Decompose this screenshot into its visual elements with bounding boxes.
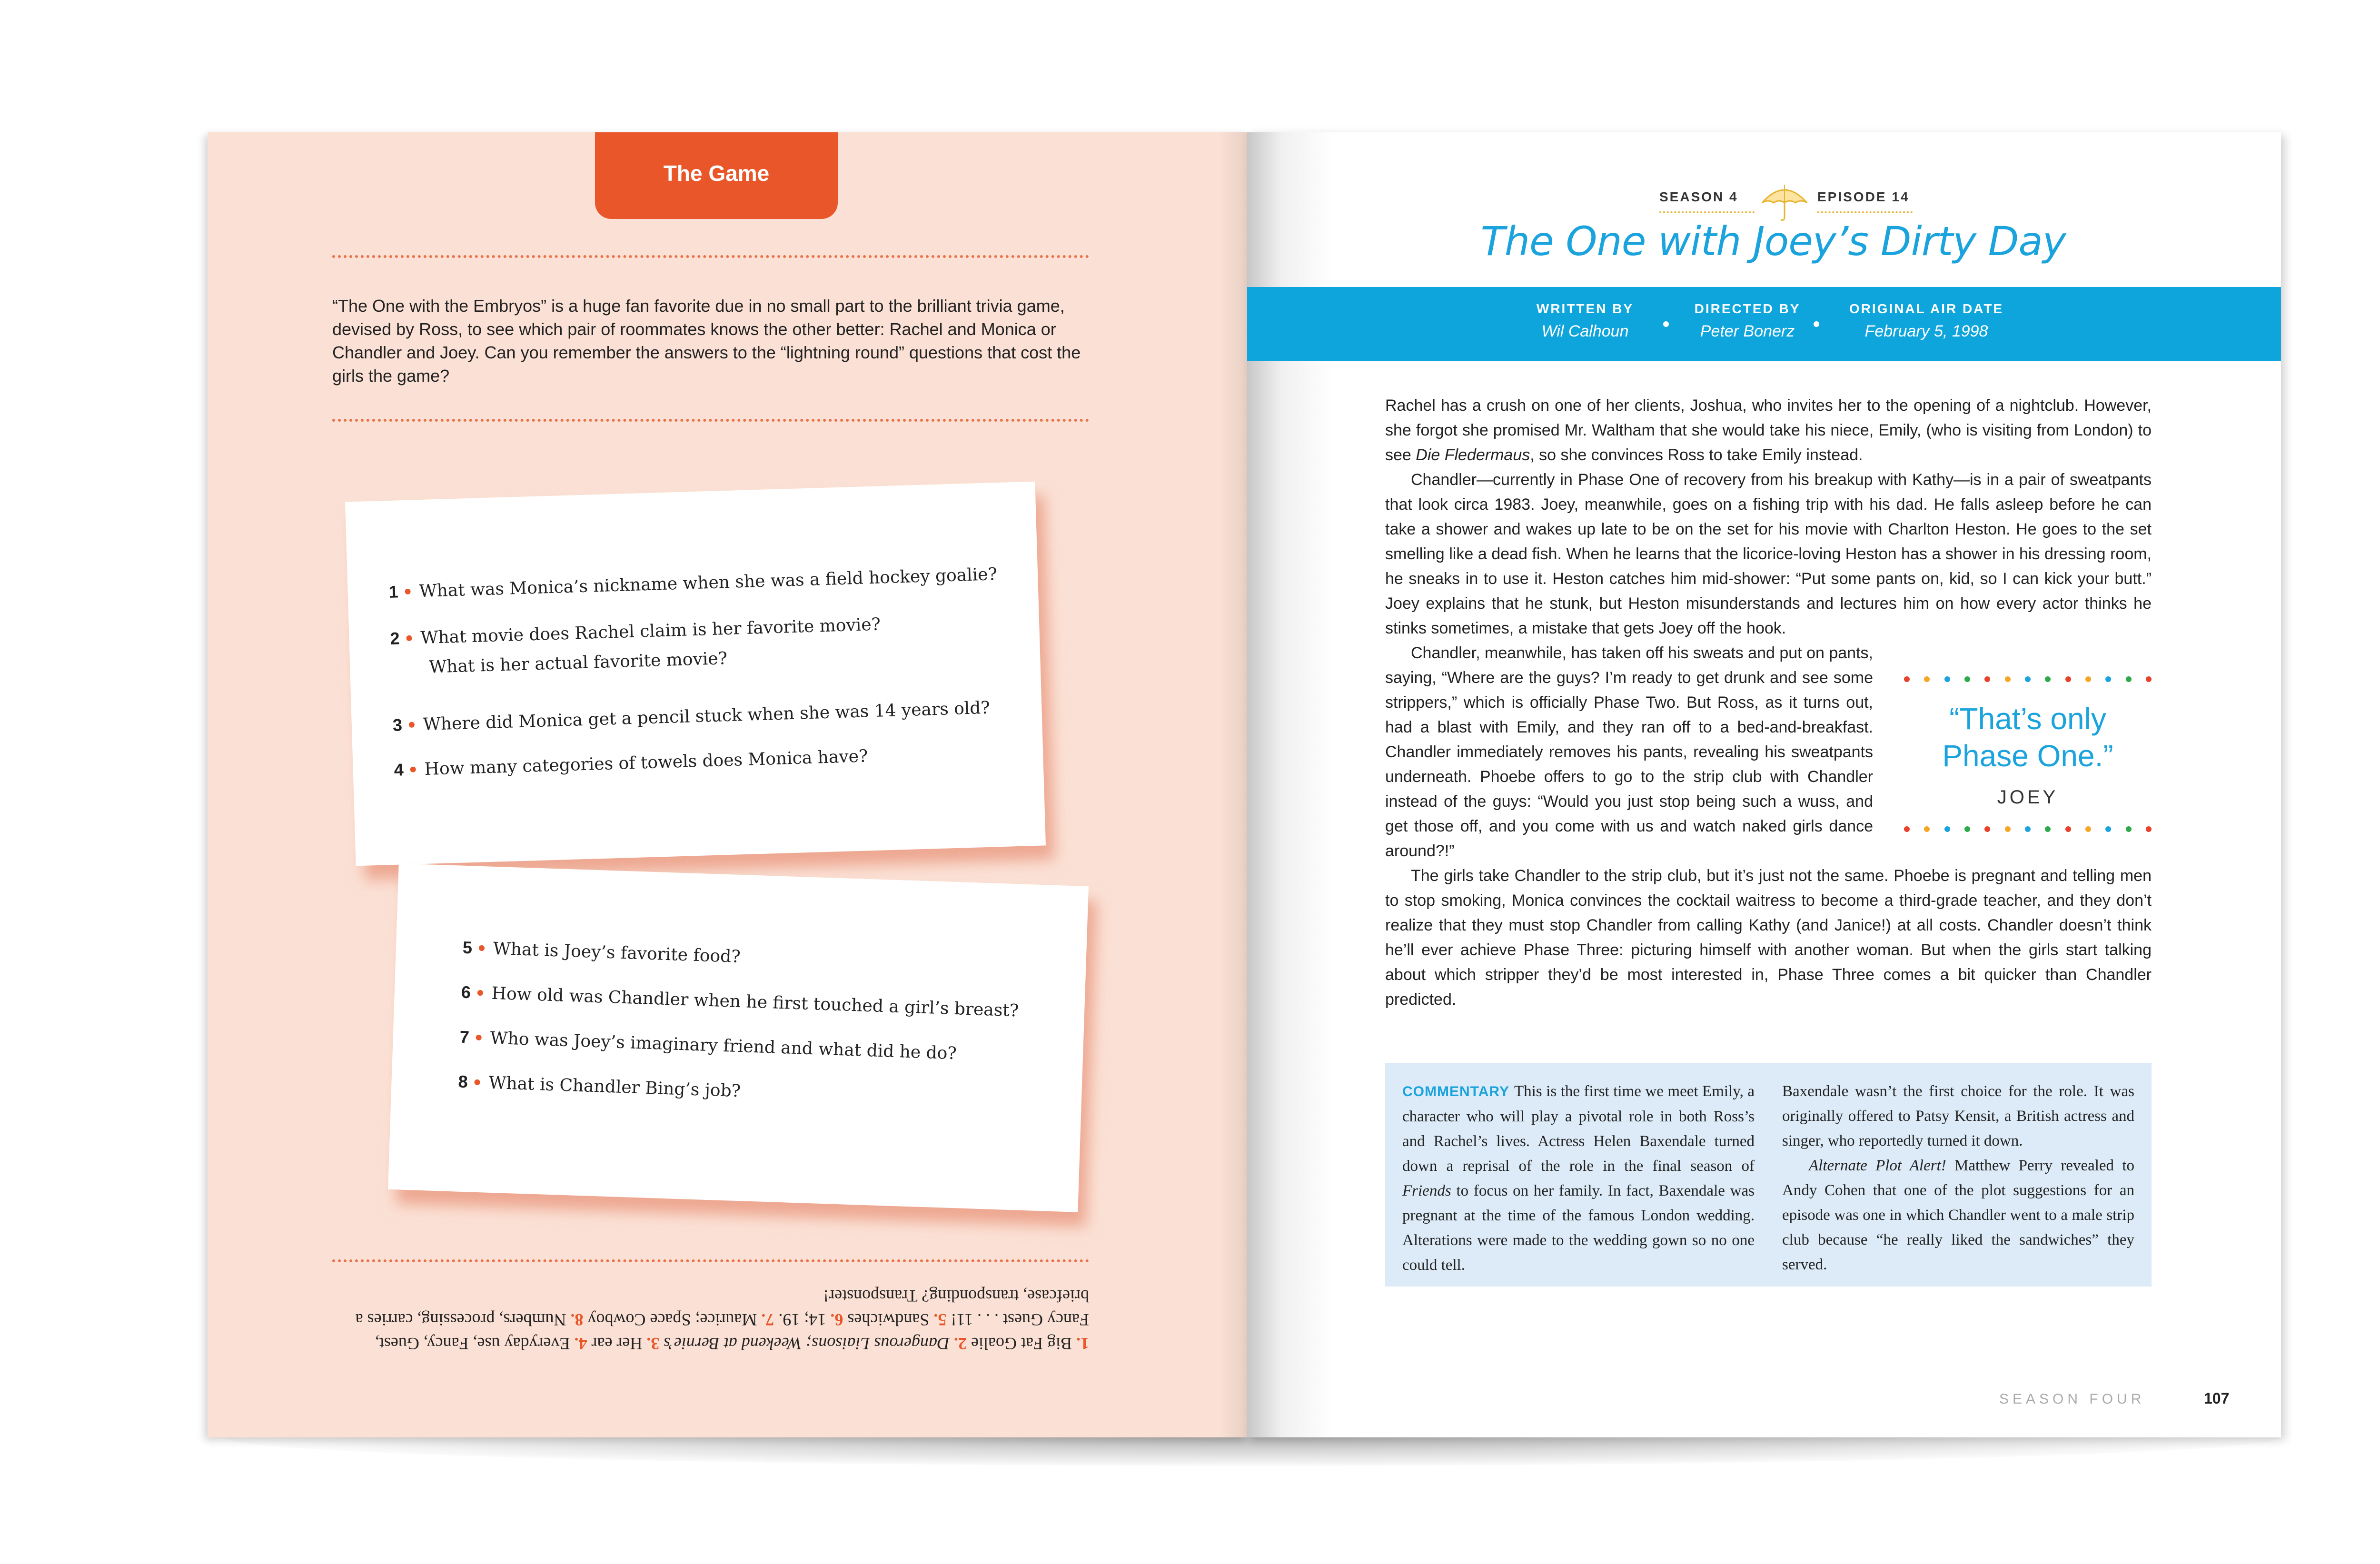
pull-quote-dots-top xyxy=(1904,676,2152,683)
synopsis-paragraph-3: Chandler, meanwhile, has taken off his sweats and put on pants, saying, “Where are the guys? I’m ready to get drunk and see some strippers,” which is officially Phase Two. But Ross, as it turns out, had a blast with Emily, and they ran off to a bed-and-breakfast. Chandler immediately removes his pants, revealing his sweatpants underneath. Phoebe offers to go to the strip club with Chandler instead of the guys: “Would you just stop being such a wuss, and get those off, and you come with us and watch naked girls dance around?!” xyxy=(1385,644,1873,860)
season-underline xyxy=(1659,211,1755,213)
question-6: 6 How old was Chandler when he first touched a girl’s breast? xyxy=(461,982,1019,1021)
episode-label: EPISODE 14 xyxy=(1817,189,1910,204)
question-card-1 xyxy=(345,482,1046,866)
divider-after-intro xyxy=(332,419,1089,422)
commentary-label: COMMENTARY xyxy=(1402,1084,1509,1099)
credit-separator xyxy=(1663,321,1669,327)
commentary-column-1: COMMENTARY This is the first time we meet Emily, a character who will play a pivotal role in both Ross’s and Rachel’s lives. Actress Helen Baxendale turned down a reprisal of the role in the final season of Friends to focus on her family. In fact, Baxendale was pregnant at the time of the famous London wedding. Alterations were made to the wedding gown so no one could tell. xyxy=(1402,1083,1755,1274)
footer-section-label: SEASON FOUR xyxy=(1999,1391,2145,1407)
credit-written-by: WRITTEN BY Wil Calhoun xyxy=(1536,301,1634,340)
question-7: 7 Who was Joey’s imaginary friend and what did he do? xyxy=(459,1027,957,1064)
question-2: 2 What movie does Rachel claim is her favorite movie? What is her actual favorite movie? xyxy=(389,614,881,677)
credit-air-date: ORIGINAL AIR DATE February 5, 1998 xyxy=(1849,301,2004,340)
episode-underline xyxy=(1817,211,1913,213)
left-page xyxy=(208,132,1247,1437)
synopsis-paragraph-1: Rachel has a crush on one of her clients, Joshua, who invites her to the opening of a nightclub. However, she forgot she promised Mr. Waltham that she would take his niece, Emily, (who is visiting from London) to see Die Fledermaus, so she convinces Ross to take Emily instead. xyxy=(1385,396,2152,464)
season-episode-line xyxy=(1631,180,1916,223)
commentary-column-2: Baxendale wasn’t the first choice for the role. It was originally offered to Patsy Kensit, a British actress and singer, who reportedly turned it down. Alternate Plot Alert! Matthew Perry revealed to Andy Cohen that one of the plot suggestions for an episode was one in which Chandler went to a male strip club because “he really liked the sandwiches” they served. xyxy=(1782,1083,2134,1273)
question-card-2 xyxy=(388,863,1089,1212)
pull-quote-speaker: JOEY xyxy=(1997,787,2059,808)
synopsis-paragraph-2: Chandler—currently in Phase One of recovery from his breakup with Kathy—is in a pair of sweatpants that look circa 1983. Joey, meanwhile, goes on a fishing trip with his dad. He falls asleep before he can take a shower and wakes up late to be on the set for his movie with Charlton Heston. He goes to the set smelling like a dead fish. When he learns that the licorice-loving Heston has a shower in his dressing room, he sneaks in to use it. Heston catches him mid-shower: “Put some pants on, kid, so I can kick your butt.” Joey explains that he stunk, but Heston misunderstands and lectures him on how every actor thinks he stinks sometimes, a mistake that gets Joey off the hook. xyxy=(1385,471,2152,637)
page-number: 107 xyxy=(2204,1390,2230,1407)
question-1: 1 What was Monica’s nickname when she was a field hockey goalie? xyxy=(388,564,998,602)
episode-title: The One with Joey’s Dirty Day xyxy=(1480,218,2066,265)
season-label: SEASON 4 xyxy=(1659,189,1738,204)
left-gutter-shade xyxy=(1219,132,1247,1437)
intro-paragraph: “The One with the Embryos” is a huge fan favorite due in no small part to the brilliant trivia game, devised by Ross, to see which pair of roommates knows the other better: Rachel and Monica or Chandler and Joey. Can you remember the answers to the “lightning round” questions that cost the girls the game? xyxy=(332,296,1081,386)
commentary-box xyxy=(1385,1063,2152,1287)
question-8: 8 What is Chandler Bing’s job? xyxy=(457,1071,741,1101)
credit-separator xyxy=(1814,321,1819,327)
question-5: 5 What is Joey’s favorite food? xyxy=(462,937,741,967)
pull-quote-dots-bottom xyxy=(1904,826,2152,833)
credits-bar xyxy=(1247,287,2281,361)
divider-before-answers xyxy=(332,1259,1089,1262)
pull-quote xyxy=(1904,676,2152,833)
divider-top xyxy=(332,255,1089,258)
question-3: 3 Where did Monica get a pencil stuck when she was 14 years old? xyxy=(392,698,991,735)
credit-directed-by: DIRECTED BY Peter Bonerz xyxy=(1694,301,1801,340)
umbrella-icon xyxy=(1758,180,1811,223)
pull-quote-text: “That’s only Phase One.” xyxy=(1942,702,2113,773)
question-4: 4 How many categories of towels does Monica have? xyxy=(394,746,868,780)
synopsis-paragraph-4: The girls take Chandler to the strip club, but it’s just not the same. Phoebe is pregnant and telling men to stop smoking, Monica convinces the cocktail waitress to become a third-grade teacher, and they don’t realize that they must stop Chandler from calling Kathy (and Janice!) at all costs. Chandler doesn’t think he’ll ever achieve Phase Three: picturing himself with another woman. But when the girls start talking about which stripper they’d be most interested in, Phase Three comes a bit quicker than Chandler predicted. xyxy=(1385,867,2152,1009)
upside-down-answers: 1. Big Fat Goalie 2. Dangerous Liaisons; Weekend at Bernie’s 3. Her ear 4. Everyday use, Fancy, Guest, Fancy Guest . . . 11! 5. Sandwiches 6. 14; 19. 7. Maurice; Space Cowboy 8. Numbers, processing, carries a briefcase, transponding? Transponster! xyxy=(355,1287,1089,1353)
right-page xyxy=(1247,132,2281,1437)
section-tab: The Game xyxy=(595,132,838,219)
